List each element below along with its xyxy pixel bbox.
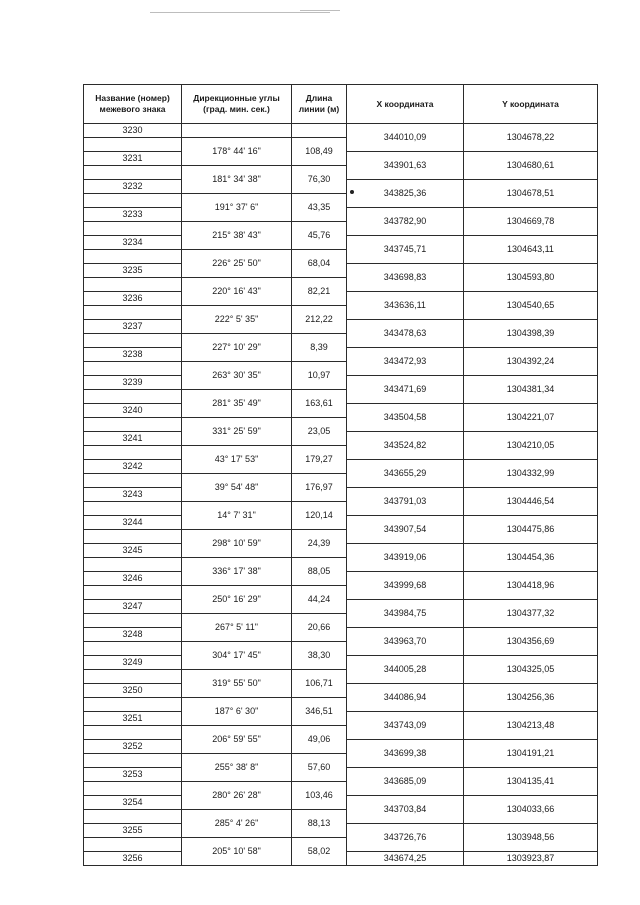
x-coordinate-cell: 343919,06 xyxy=(347,544,464,572)
y-coordinate-cell: 1304669,78 xyxy=(464,208,598,236)
angle-cell: 331° 25' 59" xyxy=(182,418,292,446)
x-coordinate-cell: 343471,69 xyxy=(347,376,464,404)
empty-cell xyxy=(84,278,182,292)
x-coordinate-cell: 343999,68 xyxy=(347,572,464,600)
point-name-cell: 3236 xyxy=(84,292,182,306)
y-coordinate-cell: 1304210,05 xyxy=(464,432,598,460)
angle-cell: 14° 7' 31" xyxy=(182,502,292,530)
angle-cell: 227° 10' 29" xyxy=(182,334,292,362)
angle-cell: 220° 16' 43" xyxy=(182,278,292,306)
angle-cell: 187° 6' 30" xyxy=(182,698,292,726)
point-name-cell: 3237 xyxy=(84,320,182,334)
y-coordinate-cell: 1304033,66 xyxy=(464,796,598,824)
angle-cell: 263° 30' 35" xyxy=(182,362,292,390)
length-cell: 20,66 xyxy=(292,614,347,642)
empty-cell xyxy=(84,446,182,460)
x-coordinate-cell: 343743,09 xyxy=(347,712,464,740)
x-coordinate-cell: 343791,03 xyxy=(347,488,464,516)
empty-cell xyxy=(292,124,347,138)
angle-cell: 205° 10' 58" xyxy=(182,838,292,866)
y-coordinate-cell: 1304135,41 xyxy=(464,768,598,796)
x-coordinate-cell: 343825,36 xyxy=(347,180,464,208)
length-cell: 8,39 xyxy=(292,334,347,362)
length-cell: 23,05 xyxy=(292,418,347,446)
empty-cell xyxy=(84,838,182,852)
angle-cell: 298° 10' 59" xyxy=(182,530,292,558)
x-coordinate-cell: 343504,58 xyxy=(347,404,464,432)
x-coordinate-cell: 343963,70 xyxy=(347,628,464,656)
y-coordinate-cell: 1304593,80 xyxy=(464,264,598,292)
length-cell: 108,49 xyxy=(292,138,347,166)
y-coordinate-cell: 1304643,11 xyxy=(464,236,598,264)
empty-cell xyxy=(84,726,182,740)
x-coordinate-cell: 343478,63 xyxy=(347,320,464,348)
x-coordinate-cell: 343907,54 xyxy=(347,516,464,544)
empty-cell xyxy=(84,614,182,628)
x-coordinate-cell: 343685,09 xyxy=(347,768,464,796)
angle-cell: 226° 25' 50" xyxy=(182,250,292,278)
y-coordinate-cell: 1304221,07 xyxy=(464,404,598,432)
empty-cell xyxy=(84,362,182,376)
y-coordinate-cell: 1304191,21 xyxy=(464,740,598,768)
y-coordinate-cell: 1304680,61 xyxy=(464,152,598,180)
angle-cell: 39° 54' 48" xyxy=(182,474,292,502)
angle-cell: 281° 35' 49" xyxy=(182,390,292,418)
point-name-cell: 3231 xyxy=(84,152,182,166)
empty-cell xyxy=(84,698,182,712)
x-coordinate-cell: 344005,28 xyxy=(347,656,464,684)
x-coordinate-cell: 343745,71 xyxy=(347,236,464,264)
angle-cell: 267° 5' 11" xyxy=(182,614,292,642)
point-name-cell: 3251 xyxy=(84,712,182,726)
empty-cell xyxy=(182,124,292,138)
y-coordinate-cell: 1304454,36 xyxy=(464,544,598,572)
header-y: Y координата xyxy=(464,85,598,124)
point-name-cell: 3235 xyxy=(84,264,182,278)
y-coordinate-cell: 1304256,36 xyxy=(464,684,598,712)
length-cell: 212,22 xyxy=(292,306,347,334)
y-coordinate-cell: 1304398,39 xyxy=(464,320,598,348)
scan-artifact xyxy=(300,10,340,11)
angle-cell: 336° 17' 38" xyxy=(182,558,292,586)
point-name-cell: 3244 xyxy=(84,516,182,530)
x-coordinate-cell: 343984,75 xyxy=(347,600,464,628)
empty-cell xyxy=(84,754,182,768)
y-coordinate-cell: 1304392,24 xyxy=(464,348,598,376)
length-cell: 88,05 xyxy=(292,558,347,586)
empty-cell xyxy=(84,782,182,796)
table-header-row xyxy=(84,85,598,124)
header-angle: Дирекционные углы (град. мин. сек.) xyxy=(182,85,292,124)
y-coordinate-cell: 1304678,51 xyxy=(464,180,598,208)
x-coordinate-cell: 343636,11 xyxy=(347,292,464,320)
angle-cell: 319° 55' 50" xyxy=(182,670,292,698)
header-length: Длина линии (м) xyxy=(292,85,347,124)
point-name-cell: 3242 xyxy=(84,460,182,474)
length-cell: 88,13 xyxy=(292,810,347,838)
length-cell: 163,61 xyxy=(292,390,347,418)
angle-cell: 222° 5' 35" xyxy=(182,306,292,334)
angle-cell: 304° 17' 45" xyxy=(182,642,292,670)
length-cell: 120,14 xyxy=(292,502,347,530)
y-coordinate-cell: 1304356,69 xyxy=(464,628,598,656)
point-name-cell: 3250 xyxy=(84,684,182,698)
point-name-cell: 3233 xyxy=(84,208,182,222)
point-name-cell: 3254 xyxy=(84,796,182,810)
empty-cell xyxy=(84,166,182,180)
x-coordinate-cell: 343901,63 xyxy=(347,152,464,180)
point-name-cell: 3243 xyxy=(84,488,182,502)
x-coordinate-cell: 343674,25 xyxy=(347,852,464,866)
empty-cell xyxy=(84,138,182,152)
angle-cell: 206° 59' 55" xyxy=(182,726,292,754)
table-body xyxy=(84,124,598,866)
empty-cell xyxy=(84,418,182,432)
length-cell: 58,02 xyxy=(292,838,347,866)
y-coordinate-cell: 1303948,56 xyxy=(464,824,598,852)
angle-cell: 181° 34' 38" xyxy=(182,166,292,194)
y-coordinate-cell: 1304332,99 xyxy=(464,460,598,488)
x-coordinate-cell: 343703,84 xyxy=(347,796,464,824)
empty-cell xyxy=(84,810,182,824)
point-name-cell: 3240 xyxy=(84,404,182,418)
y-coordinate-cell: 1304213,48 xyxy=(464,712,598,740)
empty-cell xyxy=(84,194,182,208)
header-name: Название (номер) межевого знака xyxy=(84,85,182,124)
empty-cell xyxy=(84,670,182,684)
x-coordinate-cell: 343524,82 xyxy=(347,432,464,460)
y-coordinate-cell: 1304678,22 xyxy=(464,124,598,152)
angle-cell: 255° 38' 8" xyxy=(182,754,292,782)
length-cell: 346,51 xyxy=(292,698,347,726)
x-coordinate-cell: 343698,83 xyxy=(347,264,464,292)
point-name-cell: 3256 xyxy=(84,852,182,866)
point-name-cell: 3246 xyxy=(84,572,182,586)
point-name-cell: 3249 xyxy=(84,656,182,670)
length-cell: 179,27 xyxy=(292,446,347,474)
empty-cell xyxy=(84,250,182,264)
x-coordinate-cell: 343726,76 xyxy=(347,824,464,852)
point-name-cell: 3230 xyxy=(84,124,182,138)
point-name-cell: 3255 xyxy=(84,824,182,838)
point-name-cell: 3252 xyxy=(84,740,182,754)
point-name-cell: 3238 xyxy=(84,348,182,362)
y-coordinate-cell: 1304377,32 xyxy=(464,600,598,628)
point-name-cell: 3253 xyxy=(84,768,182,782)
length-cell: 68,04 xyxy=(292,250,347,278)
empty-cell xyxy=(84,222,182,236)
y-coordinate-cell: 1304446,54 xyxy=(464,488,598,516)
length-cell: 57,60 xyxy=(292,754,347,782)
length-cell: 44,24 xyxy=(292,586,347,614)
length-cell: 103,46 xyxy=(292,782,347,810)
coordinates-table xyxy=(83,84,598,866)
table-row xyxy=(84,124,598,138)
y-coordinate-cell: 1304381,34 xyxy=(464,376,598,404)
length-cell: 176,97 xyxy=(292,474,347,502)
point-name-cell: 3241 xyxy=(84,432,182,446)
length-cell: 43,35 xyxy=(292,194,347,222)
length-cell: 49,06 xyxy=(292,726,347,754)
empty-cell xyxy=(84,390,182,404)
length-cell: 24,39 xyxy=(292,530,347,558)
x-coordinate-cell: 343472,93 xyxy=(347,348,464,376)
length-cell: 106,71 xyxy=(292,670,347,698)
angle-cell: 285° 4' 26" xyxy=(182,810,292,838)
length-cell: 82,21 xyxy=(292,278,347,306)
empty-cell xyxy=(84,586,182,600)
length-cell: 10,97 xyxy=(292,362,347,390)
point-name-cell: 3232 xyxy=(84,180,182,194)
y-coordinate-cell: 1303923,87 xyxy=(464,852,598,866)
x-coordinate-cell: 343699,38 xyxy=(347,740,464,768)
y-coordinate-cell: 1304325,05 xyxy=(464,656,598,684)
point-name-cell: 3239 xyxy=(84,376,182,390)
angle-cell: 191° 37' 6" xyxy=(182,194,292,222)
header-x: X координата xyxy=(347,85,464,124)
point-name-cell: 3248 xyxy=(84,628,182,642)
y-coordinate-cell: 1304475,86 xyxy=(464,516,598,544)
point-name-cell: 3234 xyxy=(84,236,182,250)
empty-cell xyxy=(84,530,182,544)
point-name-cell: 3247 xyxy=(84,600,182,614)
angle-cell: 215° 38' 43" xyxy=(182,222,292,250)
empty-cell xyxy=(84,558,182,572)
x-coordinate-cell: 343782,90 xyxy=(347,208,464,236)
length-cell: 76,30 xyxy=(292,166,347,194)
empty-cell xyxy=(84,474,182,488)
empty-cell xyxy=(84,306,182,320)
x-coordinate-cell: 344010,09 xyxy=(347,124,464,152)
scan-artifact xyxy=(150,12,330,13)
point-name-cell: 3245 xyxy=(84,544,182,558)
y-coordinate-cell: 1304540,65 xyxy=(464,292,598,320)
x-coordinate-cell: 343655,29 xyxy=(347,460,464,488)
empty-cell xyxy=(84,642,182,656)
empty-cell xyxy=(84,502,182,516)
angle-cell: 280° 26' 28" xyxy=(182,782,292,810)
angle-cell: 178° 44' 16" xyxy=(182,138,292,166)
angle-cell: 43° 17' 53" xyxy=(182,446,292,474)
angle-cell: 250° 16' 29" xyxy=(182,586,292,614)
empty-cell xyxy=(84,334,182,348)
y-coordinate-cell: 1304418,96 xyxy=(464,572,598,600)
length-cell: 38,30 xyxy=(292,642,347,670)
x-coordinate-cell: 344086,94 xyxy=(347,684,464,712)
length-cell: 45,76 xyxy=(292,222,347,250)
